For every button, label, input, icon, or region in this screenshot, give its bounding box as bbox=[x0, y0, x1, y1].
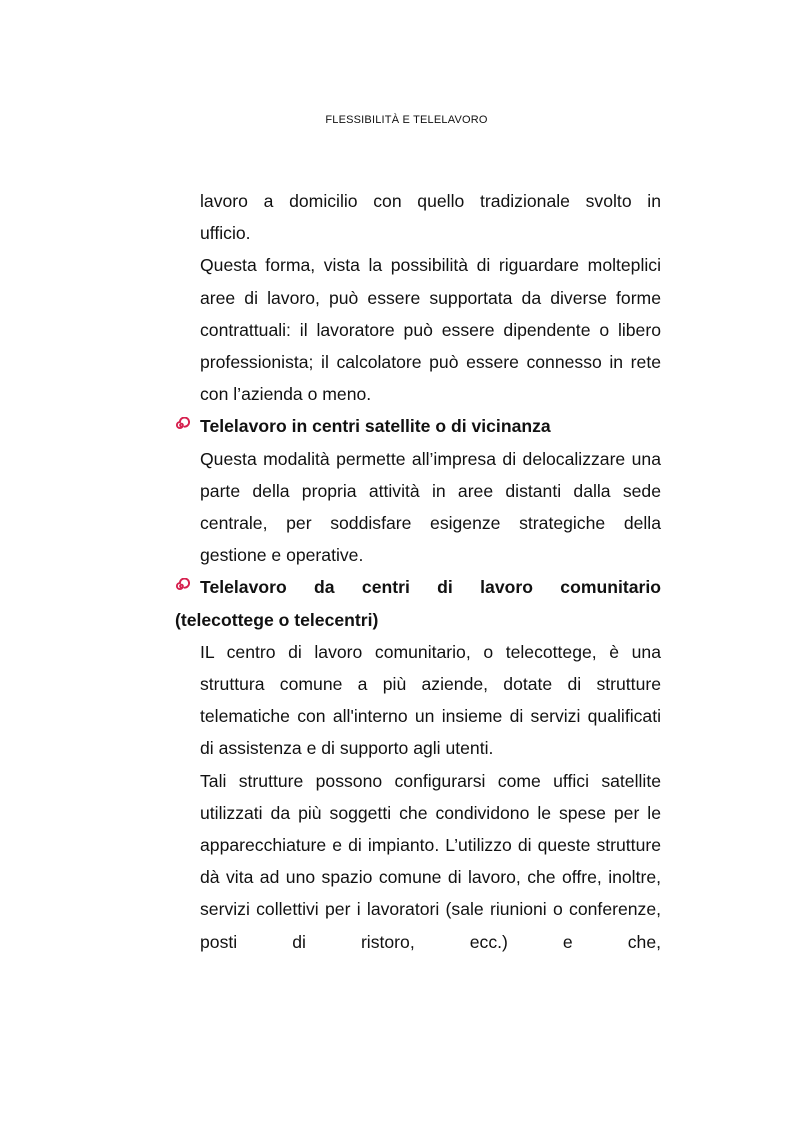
paragraph-telecottege: IL centro di lavoro comunitario, o telecottege, è una struttura comune a più aziende, dotate di strutture telematiche con all'interno un insieme di servizi qualificati di assistenza e di supporto agli utenti. bbox=[200, 641, 661, 759]
page-body bbox=[0, 185, 793, 958]
section-heading-community bbox=[200, 571, 661, 603]
spiral-bullet-icon bbox=[172, 578, 190, 596]
heading-community-line1: Telelavoro da centri di lavoro comunitario bbox=[200, 577, 661, 598]
paragraph-contract-forms: Questa forma, vista la possibilità di riguardare molteplici aree di lavoro, può essere supportata da diverse forme contrattuali: il lavoratore può essere dipendente o libero professionista; il calcolatore può essere connesso in rete con l’azienda o meno. bbox=[200, 255, 661, 405]
paragraph-satellite: Questa modalità permette all’impresa di delocalizzare una parte della propria attività in aree distanti dalla sede centrale, per soddisfare esigenze strategiche della gestione e operative. bbox=[200, 448, 661, 566]
spiral-bullet-icon bbox=[172, 417, 190, 435]
section-heading-satellite bbox=[200, 410, 661, 442]
paragraph-continuation-line2: ufficio. bbox=[200, 223, 251, 244]
paragraph-continuation-line1: lavoro a domicilio con quello tradizionale svolto in bbox=[200, 191, 661, 211]
paragraph-shared-structures: Tali strutture possono configurarsi come uffici satellite utilizzati da più soggetti che condividono le spese per le apparecchiature e di impianto. L’utilizzo di queste strutture dà vita ad uno spazio comune di lavoro, che offre, inoltre, servizi collettivi per i lavoratori (sale riunioni o conferenze, posti di ristoro, ecc.) e che, bbox=[200, 770, 661, 952]
running-header: FLESSIBILITÀ E TELELAVORO bbox=[325, 114, 488, 126]
heading-satellite-text: Telelavoro in centri satellite o di vicinanza bbox=[200, 416, 551, 437]
heading-community-line2: (telecottege o telecentri) bbox=[175, 609, 379, 630]
